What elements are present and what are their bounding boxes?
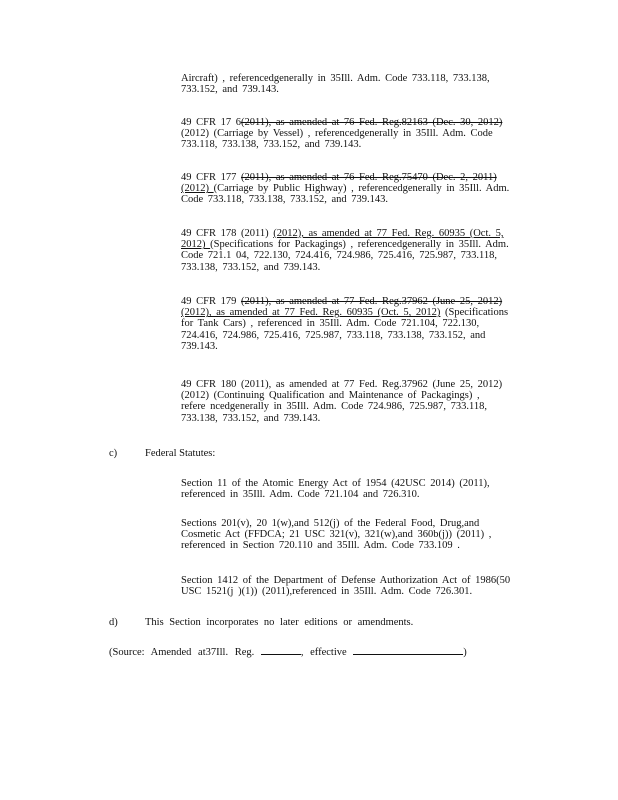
citation-text: (Carriage by Public Highway) , referencedgenerally in 35Ill. Adm. <box>213 183 510 195</box>
text-line <box>181 172 521 183</box>
paragraph-49cfr178 <box>181 228 521 273</box>
citation-text: 49 CFR 178 (2011) <box>181 228 274 239</box>
effective-date-blank <box>353 645 463 655</box>
text-line: Section 11 of the Atomic Energy Act of 1954 (42USC 2014) (2011), <box>181 478 490 489</box>
paragraph-49cfr176 <box>181 117 521 151</box>
text-line <box>181 117 521 128</box>
citation-text: 49 CFR 179 <box>181 296 241 307</box>
text-line: 733.138, 733.152, and 739.143. <box>181 261 321 273</box>
citation-text: 49 CFR 17 6 <box>181 117 241 128</box>
underlined-text: (2012), as amended at 77 Fed. Reg. 60935 (Oct. 5, 2012) <box>181 307 441 319</box>
paragraph-49cfr180 <box>181 379 521 424</box>
text-line <box>181 183 521 194</box>
struck-text: (2011), as amended at 76 Fed. Reg.82163 (Dec. 30, 2012) <box>240 117 503 128</box>
text-line: Section 1412 of the Department of Defense Authorization Act of 1986(50 <box>181 575 511 586</box>
paragraph-ffdca <box>181 518 521 552</box>
section-heading-federal-statutes: Federal Statutes: <box>145 448 216 459</box>
incorporation-statement: This Section incorporates no later editions or amendments. <box>145 617 414 628</box>
text-line: 724.416, 724.986, 725.416, 725.987, 733.118, 733.138, 733.152, and <box>181 329 486 341</box>
text-line: Aircraft) , referencedgenerally in 35Ill. Adm. Code 733.118, 733.138, <box>181 73 490 84</box>
citation-text: (Specifications for Packagings) , referencedgenerally in 35Ill. Adm. <box>210 239 509 251</box>
source-close: ) <box>463 647 467 658</box>
citation-text: 49 CFR 177 <box>181 172 241 183</box>
list-marker-c: c) <box>109 448 118 459</box>
text-line: (2012) (Continuing Qualification and Maintenance of Packagings) , <box>181 390 480 402</box>
citation-text: (Specifications <box>440 307 509 319</box>
paragraph-49cfr179 <box>181 296 521 352</box>
effective-label: effective <box>310 647 347 658</box>
text-line: Code 733.118, 733.138, 733.152, and 739.143. <box>181 194 389 206</box>
text-line: 733.138, 733.152, and 739.143. <box>181 412 321 424</box>
text-line <box>181 307 521 318</box>
text-line <box>181 228 521 239</box>
text-line: 733.152, and 739.143. <box>181 84 279 96</box>
paragraph-atomic-energy-act <box>181 478 521 500</box>
text-line: Cosmetic Act (FFDCA; 21 USC 321(v), 321(w),and 360b(j)) (2011) , <box>181 529 492 541</box>
text-line: referenced in Section 720.110 and 35Ill. Adm. Code 733.109 . <box>181 540 460 552</box>
paragraph-defense-authorization-act <box>181 575 521 597</box>
text-line: 739.143. <box>181 340 218 352</box>
source-comma: , <box>300 647 304 658</box>
struck-text: (2011), as amended at 76 Fed. Reg.75470 (Dec. 2, 2011) <box>240 172 497 183</box>
text-line: for Tank Cars) , referenced in 35Ill. Adm. Code 721.104, 722.130, <box>181 318 480 330</box>
text-line <box>181 239 521 250</box>
source-note <box>109 645 467 658</box>
text-line: 733.118, 733.138, 733.152, and 739.143. <box>181 139 362 151</box>
text-line: (2012) (Carriage by Vessel) , referencedgenerally in 35Ill. Adm. Code <box>181 128 493 140</box>
underlined-text: (2012) <box>181 183 214 195</box>
underlined-text: 2012) <box>181 239 211 251</box>
text-line: USC 1521(j )(1)) (2011),referenced in 35Ill. Adm. Code 726.301. <box>181 586 473 598</box>
text-line: refere ncedgenerally in 35Ill. Adm. Code 724.986, 725.987, 733.118, <box>181 401 488 413</box>
struck-text: (2011), as amended at 77 Fed. Reg.37962 (June 25, 2012) <box>240 296 503 307</box>
text-line: referenced in 35Ill. Adm. Code 721.104 and 726.310. <box>181 489 420 501</box>
text-line <box>181 296 521 307</box>
source-prefix: (Source: Amended at37Ill. Reg. <box>109 647 255 658</box>
paragraph-49cfr177 <box>181 172 521 206</box>
register-volume-blank <box>261 645 301 655</box>
paragraph-aircraft-refs <box>181 73 521 95</box>
underlined-text: (2012), as amended at 77 Fed. Reg. 60935 (Oct. 5, <box>273 228 504 239</box>
text-line: Sections 201(v), 20 1(w),and 512(j) of the Federal Food, Drug,and <box>181 518 480 529</box>
list-marker-d: d) <box>109 617 118 628</box>
text-line: Code 721.1 04, 722.130, 724.416, 724.986, 725.416, 725.987, 733.118, <box>181 250 498 262</box>
text-line: 49 CFR 180 (2011), as amended at 77 Fed. Reg.37962 (June 25, 2012) <box>181 379 503 390</box>
